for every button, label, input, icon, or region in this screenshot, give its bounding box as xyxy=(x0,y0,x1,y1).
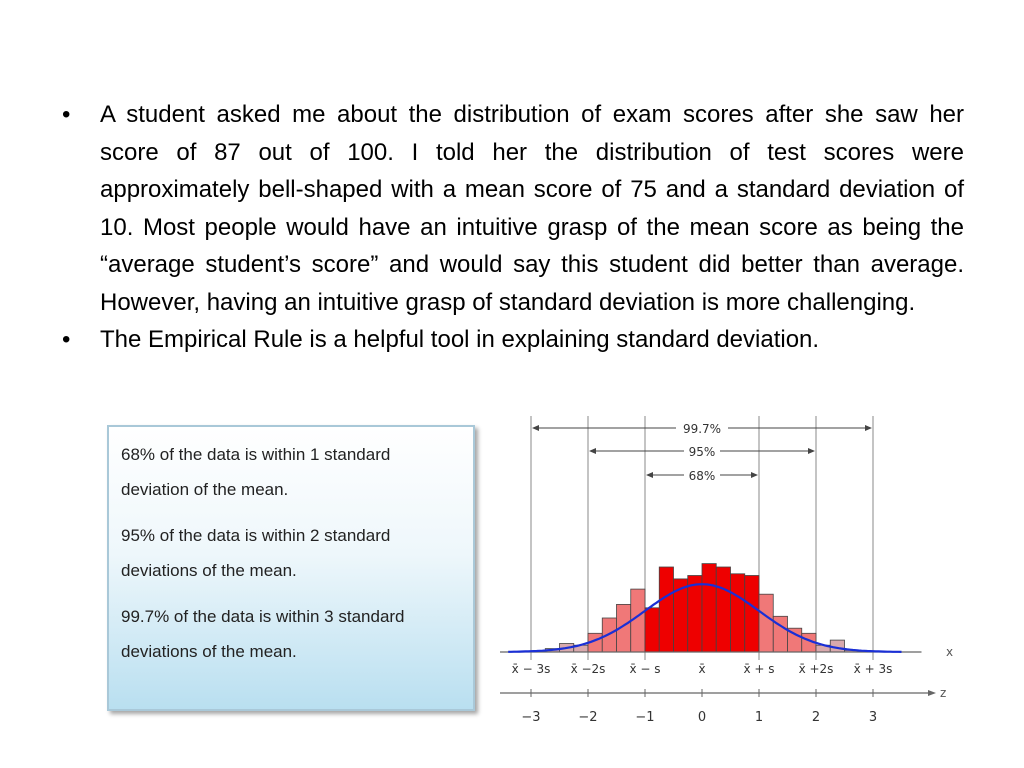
range-arrowhead-left xyxy=(646,472,653,478)
bullet-text: The Empirical Rule is a helpful tool in explaining standard deviation. xyxy=(100,326,820,353)
bullet-item xyxy=(62,96,964,321)
range-arrowhead-left xyxy=(589,448,596,454)
rule-95-text: 95% of the data is within 2 standard deviations of the mean. xyxy=(121,526,391,580)
z-tick-label: 1 xyxy=(754,710,764,725)
range-arrowhead-left xyxy=(532,425,539,431)
histogram-bar xyxy=(688,576,702,653)
rule-997-text: 99.7% of the data is within 3 standard deviations of the mean. xyxy=(121,607,405,661)
z-tick-label: −3 xyxy=(521,710,541,725)
x-tick-label: x̄ + 3s xyxy=(853,662,893,676)
z-tick-label: 0 xyxy=(697,710,707,725)
x-tick-label: x̄ − 3s xyxy=(511,662,551,676)
x-tick-label: x̄ +2s xyxy=(798,662,834,676)
bullet-text: A student asked me about the distribution of exam scores after she saw her score of 87 out of 100. I told her the distribution of test scores were approximately bell-shaped with a mean score of 75 and a standard deviation of 10. Most people would have an intuitive grasp of the mean score as being the “average student’s score” and would say this student did better than average. However, having an intuitive grasp of standard deviation is more challenging. xyxy=(100,101,964,316)
range-arrowhead-right xyxy=(751,472,758,478)
z-axis-label: z xyxy=(940,686,947,700)
z-axis-arrowhead xyxy=(928,690,936,696)
range-label: 95% xyxy=(688,445,716,459)
bullet-marker: • xyxy=(62,101,71,128)
histogram-bar xyxy=(659,567,673,652)
z-tick-label: −2 xyxy=(578,710,598,725)
x-tick-label: x̄ −2s xyxy=(570,662,606,676)
z-tick-label: 2 xyxy=(811,710,821,725)
bullet-list xyxy=(62,96,964,359)
range-arrowhead-right xyxy=(865,425,872,431)
histogram-bar xyxy=(759,594,773,652)
range-label: 68% xyxy=(688,469,716,483)
x-tick-label: x̄ − s xyxy=(629,662,661,676)
rule-68-text: 68% of the data is within 1 standard deviation of the mean. xyxy=(121,445,391,499)
range-label: 99.7% xyxy=(682,422,722,436)
x-axis-label: x xyxy=(946,645,954,659)
z-tick-label: −1 xyxy=(635,710,655,725)
histogram-bar xyxy=(702,564,716,652)
empirical-rule-chart xyxy=(490,412,960,732)
z-tick-label: 3 xyxy=(868,710,878,725)
x-tick-label: x̄ + s xyxy=(743,662,775,676)
histogram-bar xyxy=(716,567,730,652)
bullet-marker: • xyxy=(62,326,71,353)
histogram-bar xyxy=(731,574,745,652)
empirical-rule-box xyxy=(107,425,475,711)
bullet-item xyxy=(62,321,964,359)
histogram-bar xyxy=(645,608,659,652)
histogram-bar xyxy=(745,576,759,653)
range-arrowhead-right xyxy=(808,448,815,454)
x-tick-label: x̄ xyxy=(698,662,706,676)
